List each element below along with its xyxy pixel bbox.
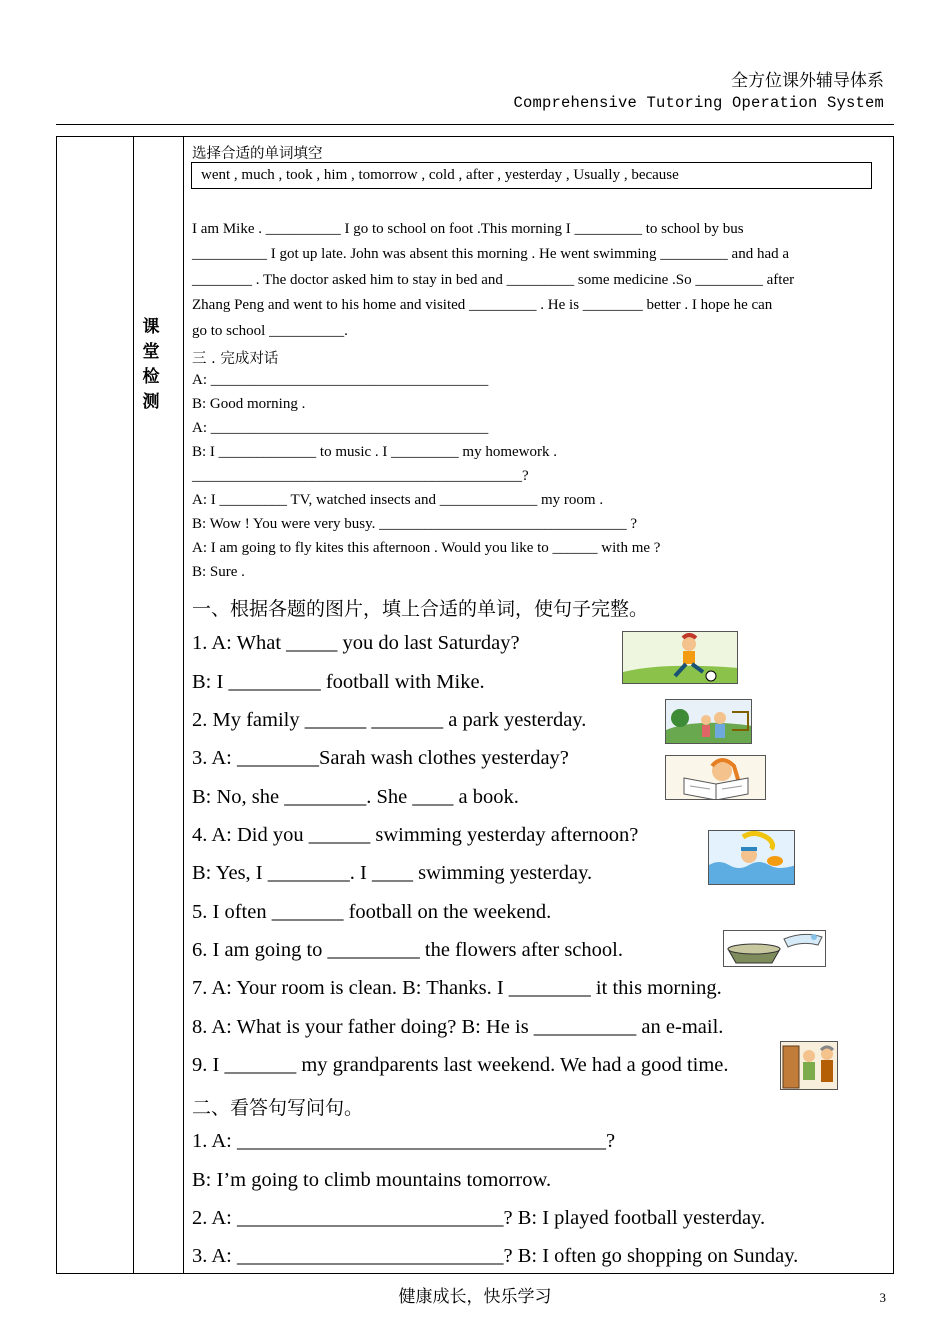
exercise-line: 2. My family ______ _______ a park yesterday. xyxy=(192,709,587,731)
header-cn-title: 全方位课外辅导体系 xyxy=(731,71,884,91)
header-en-title: Comprehensive Tutoring Operation System xyxy=(513,94,884,112)
dialogue-line: A: _____________________________________ xyxy=(192,372,489,388)
exercise-line: B: Yes, I ________. I ____ swimming yesterday. xyxy=(192,862,593,884)
side-label-char: 课 xyxy=(142,317,160,337)
exercise-line: 3. A: ________Sarah wash clothes yesterday? xyxy=(192,747,569,769)
football-picture xyxy=(622,631,738,684)
exercise-line: 1. A: ____________________________________? xyxy=(192,1130,616,1152)
exercise-line: B: No, she ________. She ____ a book. xyxy=(192,786,519,808)
dialogue-line: B: Sure . xyxy=(192,564,245,580)
dialogue-line: ____________________________________________? xyxy=(192,468,529,484)
dialogue-line: A: I am going to fly kites this afternoon . Would you like to ______ with me ? xyxy=(192,540,661,556)
exercise-line: 3. A: __________________________? B: I often go shopping on Sunday. xyxy=(192,1245,799,1267)
reading-picture xyxy=(665,755,766,800)
watering-can-picture xyxy=(723,930,826,967)
column-divider xyxy=(183,137,184,1273)
passage-line: ________ . The doctor asked him to stay in bed and _________ some medicine .So _________ after xyxy=(192,272,795,288)
exercise-line: 8. A: What is your father doing? B: He is __________ an e-mail. xyxy=(192,1016,724,1038)
side-label-char: 检 xyxy=(142,367,160,387)
exercise-line: 1. A: What _____ you do last Saturday? xyxy=(192,632,520,654)
dialogue-line: A: I _________ TV, watched insects and _____________ my room . xyxy=(192,492,604,508)
exercise-line: 9. I _______ my grandparents last weekend. We had a good time. xyxy=(192,1054,729,1076)
exercise-line: 2. A: __________________________? B: I played football yesterday. xyxy=(192,1207,766,1229)
swimming-picture xyxy=(708,830,795,885)
side-label-class-test xyxy=(140,315,162,415)
park-picture xyxy=(665,699,752,744)
section1-title: 选择合适的单词填空 xyxy=(192,146,323,162)
word-bank: went , much , took , him , tomorrow , cold , after , yesterday , Usually , because xyxy=(191,162,872,189)
passage-line: __________ I got up late. John was absent this morning . He went swimming _________ and had a xyxy=(192,246,790,262)
part1-title: 一、根据各题的图片，填上合适的单词，使句子完整。 xyxy=(192,598,649,620)
exercise-line: B: I’m going to climb mountains tomorrow. xyxy=(192,1169,552,1191)
column-divider xyxy=(133,137,134,1273)
exercise-line: 4. A: Did you ______ swimming yesterday afternoon? xyxy=(192,824,639,846)
dialogue-line: B: I _____________ to music . I _________ my homework . xyxy=(192,444,557,460)
dialogue-line: A: _____________________________________ xyxy=(192,420,489,436)
passage-line: Zhang Peng and went to his home and visited _________ . He is ________ better . I hope he can xyxy=(192,297,773,313)
exercise-line: 7. A: Your room is clean. B: Thanks. I ________ it this morning. xyxy=(192,977,722,999)
header-rule xyxy=(56,124,894,125)
exercise-line: 5. I often _______ football on the weekend. xyxy=(192,901,552,923)
passage-line: I am Mike . __________ I go to school on foot .This morning I _________ to school by bus xyxy=(192,221,744,237)
exercise-line: B: I _________ football with Mike. xyxy=(192,671,485,693)
exercise-line: 6. I am going to _________ the flowers after school. xyxy=(192,939,623,961)
side-label-char: 测 xyxy=(142,392,160,412)
page-number: 3 xyxy=(879,1290,886,1305)
dialogue-line: B: Wow ! You were very busy. _________________________________ ? xyxy=(192,516,638,532)
dialogue-line: B: Good morning . xyxy=(192,396,306,412)
passage-line: go to school __________. xyxy=(192,323,348,339)
section3-title: 三 . 完成对话 xyxy=(192,351,279,367)
visit-grandparents-picture xyxy=(780,1041,838,1090)
footer-slogan: 健康成长，快乐学习 xyxy=(398,1287,552,1307)
part2-title: 二、看答句写问句。 xyxy=(192,1097,364,1119)
side-label-char: 堂 xyxy=(142,342,160,362)
